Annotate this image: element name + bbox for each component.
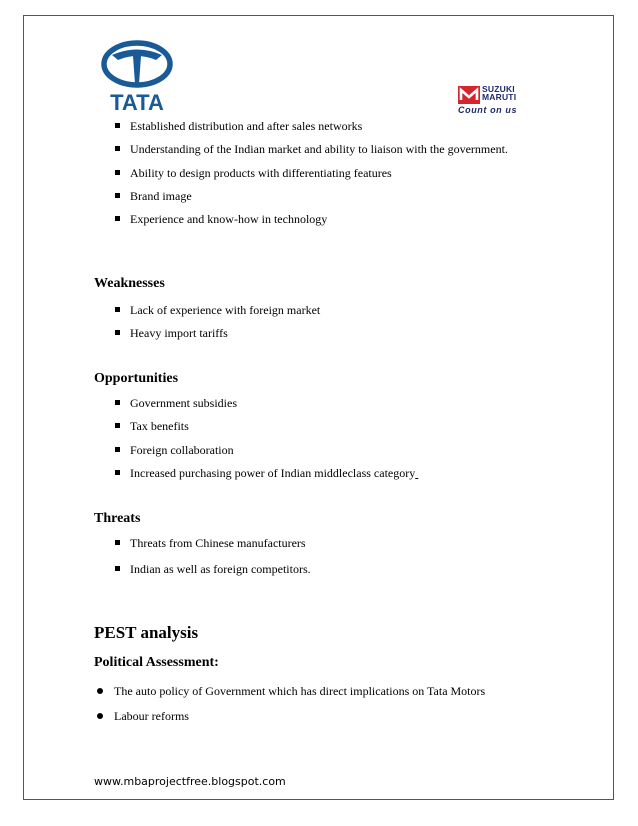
list-item: Ability to design products with differentiating features: [115, 166, 508, 189]
maruti-suzuki-logo: [458, 84, 548, 116]
maruti-brand-text: [482, 85, 516, 101]
list-item: Government subsidies: [115, 396, 418, 419]
list-item: Experience and know-how in technology: [115, 212, 508, 235]
weaknesses-list: [115, 303, 320, 350]
list-item: Threats from Chinese manufacturers: [115, 536, 311, 562]
list-item: Labour reforms: [97, 709, 485, 734]
maruti-brand-line2: MARUTI: [482, 92, 517, 102]
list-item: Brand image: [115, 189, 508, 212]
list-item: Understanding of the Indian market and ability to liaison with the government.: [115, 142, 508, 165]
political-list: [97, 684, 485, 734]
political-assessment-heading: Political Assessment:: [94, 655, 219, 670]
opportunities-heading: Opportunities: [94, 371, 179, 386]
threats-list: [115, 536, 311, 585]
list-item: [115, 466, 418, 489]
strengths-list: [115, 119, 508, 235]
maruti-brand-line1: SUZUKI: [482, 84, 515, 94]
maruti-emblem-icon: [458, 86, 480, 104]
list-item: Indian as well as foreign competitors.: [115, 562, 311, 585]
list-item: Heavy import tariffs: [115, 326, 320, 349]
list-item-text: Increased purchasing power of Indian middleclass category: [130, 465, 416, 480]
footer-url: www.mbaprojectfree.blogspot.com: [94, 775, 286, 788]
list-item: Lack of experience with foreign market: [115, 303, 320, 326]
opportunities-list: [115, 396, 418, 489]
tata-wordmark: TATA: [110, 90, 164, 112]
tata-logo: [100, 40, 174, 112]
threats-heading: Threats: [94, 511, 141, 526]
list-item: The auto policy of Government which has direct implications on Tata Motors: [97, 684, 485, 709]
weaknesses-heading: Weaknesses: [94, 276, 165, 291]
list-item: Tax benefits: [115, 419, 418, 442]
list-item: Established distribution and after sales networks: [115, 119, 508, 142]
trailing-underline: [415, 466, 418, 480]
maruti-tagline: Count on us: [458, 105, 518, 115]
pest-heading: PEST analysis: [94, 623, 199, 642]
list-item: Foreign collaboration: [115, 443, 418, 466]
